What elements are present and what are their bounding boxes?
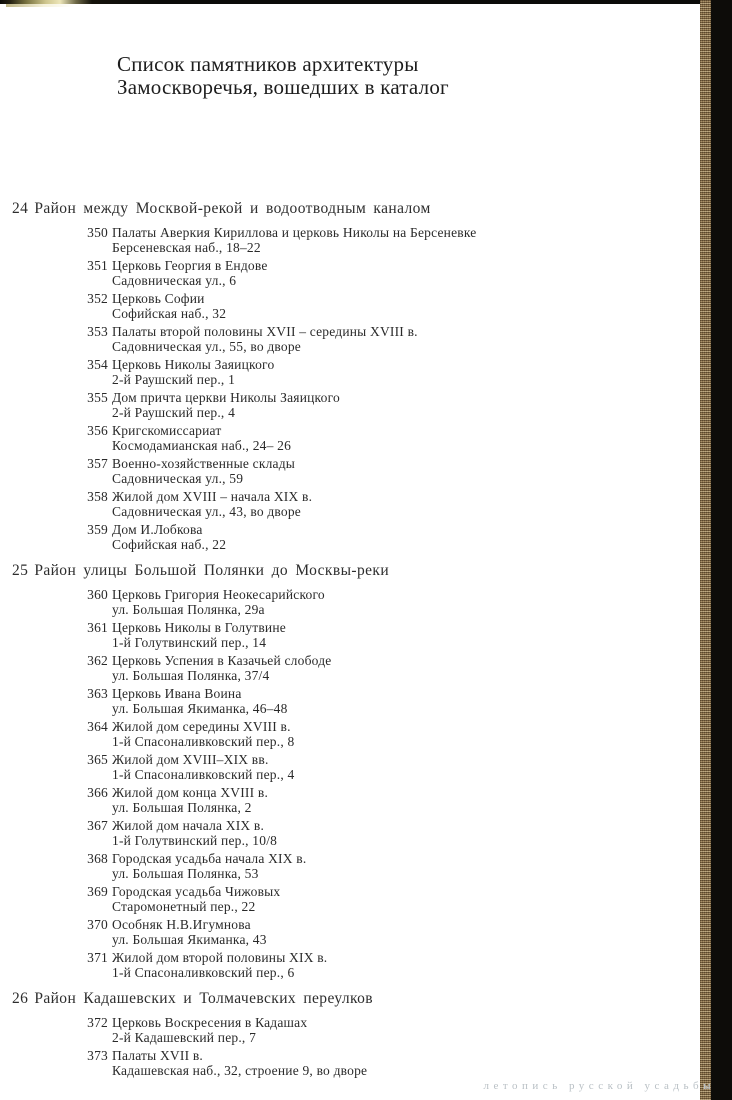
section-title: Район Кадашевских и Толмачевских переулков	[34, 990, 373, 1007]
section-number: 24	[12, 200, 29, 217]
entry-number: 360	[87, 587, 108, 602]
list-item	[0, 720, 660, 749]
entry-address: ул. Большая Полянка, 29а	[112, 601, 265, 617]
entry-text	[112, 325, 418, 354]
entry-address: 2-й Раушский пер., 1	[112, 371, 236, 387]
section-header	[0, 990, 660, 1008]
list-item	[0, 424, 660, 453]
list-item	[0, 226, 660, 255]
section-title: Район улицы Большой Полянки до Москвы-реки	[34, 562, 390, 579]
entry-name: Церковь Георгия в Ендове	[112, 258, 268, 273]
entry-text	[112, 226, 476, 255]
list-item	[0, 687, 660, 716]
entry-address: Космодамианская наб., 24– 26	[112, 437, 292, 453]
entry-address: ул. Большая Полянка, 2	[112, 799, 252, 815]
entry-address: Берсеневская наб., 18–22	[112, 239, 261, 255]
entry-address: ул. Большая Якиманка, 43	[112, 931, 267, 947]
entry-name: Церковь Воскресения в Кадашах	[112, 1015, 308, 1030]
entry-address: 1-й Спасоналивковский пер., 4	[112, 766, 295, 782]
entry-text	[112, 391, 340, 420]
entry-text	[112, 786, 268, 815]
list-item	[0, 391, 660, 420]
entry-name: Церковь Ивана Воина	[112, 686, 242, 701]
list-item	[0, 753, 660, 782]
entry-address: Старомонетный пер., 22	[112, 898, 256, 914]
entry-number: 371	[87, 950, 108, 965]
list-item	[0, 786, 660, 815]
list-item	[0, 259, 660, 288]
scan-background-edge	[711, 0, 732, 1100]
catalog-section	[0, 562, 660, 980]
list-item	[0, 918, 660, 947]
entry-text	[112, 918, 267, 947]
entry-number: 352	[87, 291, 108, 306]
entry-number: 364	[87, 719, 108, 734]
entry-text	[112, 621, 286, 650]
entry-text	[112, 424, 291, 453]
entry-address: 1-й Спасоналивковский пер., 6	[112, 964, 295, 980]
list-item	[0, 325, 660, 354]
entry-address: ул. Большая Полянка, 53	[112, 865, 259, 881]
entry-text	[112, 1049, 367, 1078]
entry-text	[112, 292, 226, 321]
entry-number: 368	[87, 851, 108, 866]
entry-name: Палаты второй половины XVII – середины XVIII в.	[112, 324, 418, 339]
entry-name: Жилой дом начала XIX в.	[112, 818, 265, 833]
entry-address: 2-й Кадашевский пер., 7	[112, 1029, 257, 1045]
entry-name: Дом И.Лобкова	[112, 522, 203, 537]
entry-number: 363	[87, 686, 108, 701]
entry-name: Церковь Николы Заяицкого	[112, 357, 275, 372]
entry-name: Церковь Софии	[112, 291, 205, 306]
list-item	[0, 1049, 660, 1078]
entry-text	[112, 490, 312, 519]
entry-name: Церковь Успения в Казачьей слободе	[112, 653, 332, 668]
list-item	[0, 1016, 660, 1045]
entry-text	[112, 951, 327, 980]
catalog-section	[0, 990, 660, 1078]
list-item	[0, 852, 660, 881]
section-number: 26	[12, 990, 29, 1007]
list-item	[0, 457, 660, 486]
sections	[0, 200, 660, 1082]
page-title	[117, 53, 449, 98]
entry-number: 357	[87, 456, 108, 471]
entry-address: Садовническая ул., 55, во дворе	[112, 338, 301, 354]
entry-address: Софийская наб., 22	[112, 536, 227, 552]
entry-address: 2-й Раушский пер., 4	[112, 404, 236, 420]
entry-number: 367	[87, 818, 108, 833]
entry-text	[112, 654, 331, 683]
list-item	[0, 885, 660, 914]
list-item	[0, 621, 660, 650]
entry-number: 362	[87, 653, 108, 668]
list-item	[0, 523, 660, 552]
entry-name: Церковь Николы в Голутвине	[112, 620, 286, 635]
entry-list	[0, 1016, 660, 1078]
entry-number: 355	[87, 390, 108, 405]
entry-address: Садовническая ул., 59	[112, 470, 244, 486]
entry-address: ул. Большая Якиманка, 46–48	[112, 700, 288, 716]
list-item	[0, 490, 660, 519]
section-header	[0, 200, 660, 218]
entry-number: 353	[87, 324, 108, 339]
entry-text	[112, 852, 306, 881]
entry-name: Церковь Григория Неокесарийского	[112, 587, 325, 602]
section-number: 25	[12, 562, 29, 579]
entry-text	[112, 885, 280, 914]
entry-number: 351	[87, 258, 108, 273]
entry-text	[112, 819, 277, 848]
entry-text	[112, 457, 295, 486]
list-item	[0, 588, 660, 617]
entry-text	[112, 687, 288, 716]
entry-name: Жилой дом конца XVIII в.	[112, 785, 269, 800]
list-item	[0, 654, 660, 683]
entry-text	[112, 720, 294, 749]
entry-number: 356	[87, 423, 108, 438]
entry-name: Жилой дом середины XVIII в.	[112, 719, 291, 734]
entry-name: Военно-хозяйственные склады	[112, 456, 296, 471]
entry-name: Городская усадьба Чижовых	[112, 884, 281, 899]
list-item	[0, 292, 660, 321]
list-item	[0, 819, 660, 848]
entry-number: 350	[87, 225, 108, 240]
entry-number: 366	[87, 785, 108, 800]
entry-number: 373	[87, 1048, 108, 1063]
entry-address: Кадашевская наб., 32, строение 9, во дворе	[112, 1062, 368, 1078]
page-title-line1: Список памятников архитектуры	[117, 52, 419, 76]
entry-name: Палаты XVII в.	[112, 1048, 203, 1063]
entry-number: 358	[87, 489, 108, 504]
entry-number: 365	[87, 752, 108, 767]
entry-text	[112, 588, 325, 617]
catalog-section	[0, 200, 660, 552]
entry-text	[112, 358, 274, 387]
entry-number: 369	[87, 884, 108, 899]
entry-number: 361	[87, 620, 108, 635]
page-title-line2: Замоскворечья, вошедших в каталог	[117, 74, 449, 99]
section-title: Район между Москвой-рекой и водоотводным каналом	[34, 200, 431, 217]
entry-address: 1-й Спасоналивковский пер., 8	[112, 733, 295, 749]
entry-name: Жилой дом второй половины XIX в.	[112, 950, 328, 965]
entry-address: 1-й Голутвинский пер., 14	[112, 634, 267, 650]
entry-address: Садовническая ул., 6	[112, 272, 237, 288]
entry-name: Жилой дом XVIII – начала XIX в.	[112, 489, 313, 504]
entry-number: 370	[87, 917, 108, 932]
list-item	[0, 951, 660, 980]
entry-name: Особняк Н.В.Игумнова	[112, 917, 251, 932]
entry-address: ул. Большая Полянка, 37/4	[112, 667, 270, 683]
entry-list	[0, 588, 660, 980]
entry-number: 372	[87, 1015, 108, 1030]
entry-number: 354	[87, 357, 108, 372]
entry-name: Палаты Аверкия Кириллова и церковь Николы на Берсеневке	[112, 225, 477, 240]
entry-text	[112, 1016, 307, 1045]
list-item	[0, 358, 660, 387]
page-top-edge-shadow	[0, 0, 732, 4]
entry-text	[112, 259, 268, 288]
entry-list	[0, 226, 660, 552]
entry-address: 1-й Голутвинский пер., 10/8	[112, 832, 278, 848]
entry-name: Городская усадьба начала XIX в.	[112, 851, 307, 866]
entry-name: Кригскомиссариат	[112, 423, 222, 438]
entry-text	[112, 753, 294, 782]
entry-name: Дом причта церкви Николы Заяицкого	[112, 390, 340, 405]
book-binding-cloth-strip	[700, 0, 711, 1100]
watermark-text: летопись русской усадьбы	[483, 1080, 715, 1092]
entry-text	[112, 523, 226, 552]
section-header	[0, 562, 660, 580]
entry-address: Садовническая ул., 43, во дворе	[112, 503, 301, 519]
entry-number: 359	[87, 522, 108, 537]
entry-address: Софийская наб., 32	[112, 305, 227, 321]
entry-name: Жилой дом XVIII–XIX вв.	[112, 752, 269, 767]
